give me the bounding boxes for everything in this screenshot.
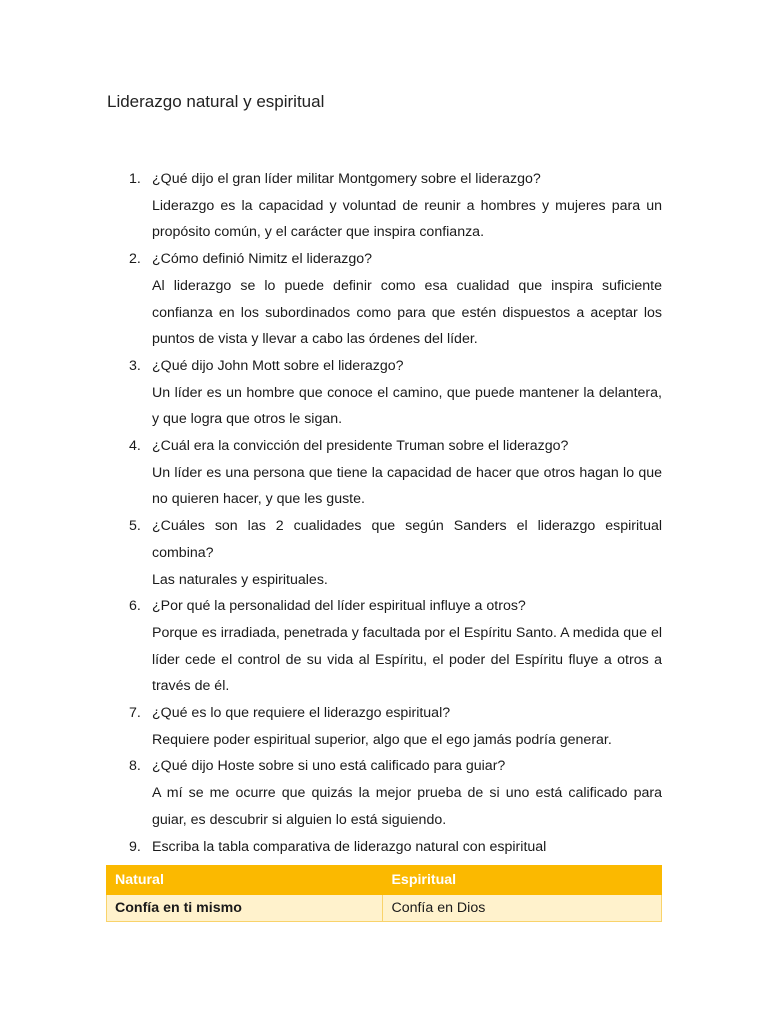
answer-text: Porque es irradiada, penetrada y facultada por el Espíritu Santo. A medida que el líder cede el control de su vida al Espíritu, el poder del Espíritu fluye a otros a través de él. [152,624,662,695]
question-text: ¿Cuáles son las 2 cualidades que según Sanders el liderazgo espiritual combina? [152,518,662,561]
answer-text: Las naturales y espirituales. [152,571,328,588]
list-item [107,753,662,833]
question-text: ¿Qué dijo el gran líder militar Montgomery sobre el liderazgo? [152,171,541,187]
list-item [107,513,662,593]
question-list [107,166,662,860]
comparison-table [106,865,662,922]
answer-text: Al liderazgo se lo puede definir como esa cualidad que inspira suficiente confianza en los subordinados como para que estén dispuestos a aceptar los puntos de vista y llevar a cabo las órdenes del líder. [152,277,662,348]
item-number: 8. [129,758,141,775]
column-header-espiritual: Espiritual [383,866,662,895]
question-text: ¿Por qué la personalidad del líder espiritual influye a otros? [152,598,526,615]
question-text: Escriba la tabla comparativa de liderazgo natural con espiritual [152,838,547,855]
item-number: 7. [129,705,141,722]
item-number: 1. [129,171,141,187]
item-number: 5. [129,518,141,535]
question-text: ¿Qué es lo que requiere el liderazgo espiritual? [152,705,451,722]
answer-text: Un líder es una persona que tiene la capacidad de hacer que otros hagan lo que no quieren hacer, y que les guste. [152,464,662,508]
item-number: 2. [129,251,141,268]
column-header-natural: Natural [107,866,383,895]
list-item [107,433,662,513]
list-item [107,700,662,753]
answer-text: Requiere poder espiritual superior, algo que el ego jamás podría generar. [152,731,612,748]
item-number: 9. [129,838,141,855]
item-number: 3. [129,357,141,374]
list-item [107,593,662,700]
answer-text: A mí se me ocurre que quizás la mejor prueba de si uno está calificado para guiar, es descubrir si alguien lo está siguiendo. [152,785,662,828]
table-header-row [107,866,662,895]
table-cell: Confía en ti mismo [107,895,383,922]
list-item [107,353,662,433]
question-text: ¿Cómo definió Nimitz el liderazgo? [152,251,372,268]
list-item [107,166,662,246]
list-item [107,246,662,353]
answer-text: Liderazgo es la capacidad y voluntad de reunir a hombres y mujeres para un propósito común, y el carácter que inspira confianza. [152,197,662,241]
table-cell: Confía en Dios [383,895,662,922]
question-text: ¿Qué dijo John Mott sobre el liderazgo? [152,357,404,374]
item-number: 6. [129,598,141,615]
page-title: Liderazgo natural y espiritual [107,92,325,111]
question-text: ¿Cuál era la convicción del presidente Truman sobre el liderazgo? [152,438,569,455]
question-text: ¿Qué dijo Hoste sobre si uno está calificado para guiar? [152,758,506,775]
table-row [107,895,662,922]
answer-text: Un líder es un hombre que conoce el camino, que puede mantener la delantera, y que logra que otros le sigan. [152,384,662,428]
list-item [107,834,662,861]
item-number: 4. [129,438,141,455]
